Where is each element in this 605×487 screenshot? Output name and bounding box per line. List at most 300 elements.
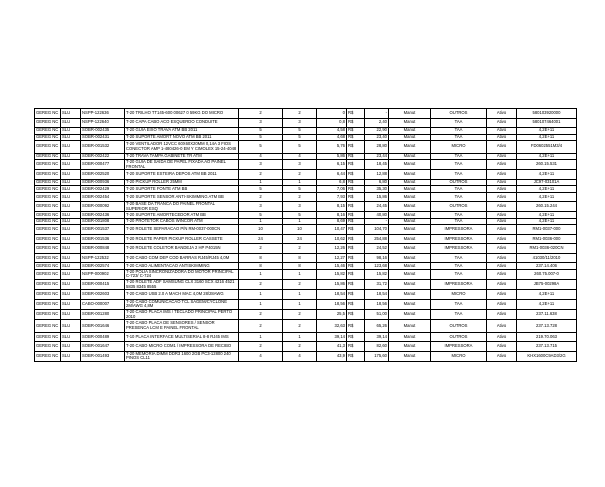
cell-type: Manut	[389, 244, 431, 254]
cell-description: T-20 ROLETE SEPARACAO P/N RM-0037-000CN	[125, 225, 239, 235]
cell-currency: R$	[347, 153, 365, 160]
cell-type: Manut	[389, 225, 431, 235]
cell-qty: 1	[239, 179, 283, 186]
cell-unit-price: 6,8	[317, 179, 347, 186]
cell-part-number: 260.15.244	[517, 202, 577, 212]
cell-total: 51,00	[365, 309, 389, 319]
cell-description: T-20 CABO USB 2.0 A MACH MAC 4,0M 28/28AWG	[125, 290, 239, 300]
cell-description: T-20 CABO ALIMENTACAO ANTISKIMMING	[125, 263, 239, 270]
cell-description: T-20 CABO COMUNICACAO TCL SAGEM/CYCLONE 2M/AWG 4,8M	[125, 299, 239, 309]
cell-status: Ativo	[487, 160, 517, 170]
cell-type: Manut	[389, 186, 431, 193]
cell-description: T-20 SUPORTE AMORTECEDOR ATM BB	[125, 212, 239, 219]
cell-currency: R$	[347, 202, 365, 212]
cell-qty2: 1	[283, 179, 317, 186]
cell-category: MICRO	[431, 141, 487, 154]
cell-status: Ativo	[487, 109, 517, 119]
cell-gereg: GEREG NC	[35, 320, 61, 333]
cell-status: Ativo	[487, 332, 517, 342]
cell-unit-price: 10,62	[317, 234, 347, 244]
table-row	[35, 118, 577, 128]
cell-status: Ativo	[487, 290, 517, 300]
cell-part-number: 4,2E+11	[517, 299, 577, 309]
cell-qty2: 1	[283, 269, 317, 279]
cell-unit-price: 25,5	[317, 309, 347, 319]
cell-qty2: 10	[283, 225, 317, 235]
cell-total: 18,45	[365, 160, 389, 170]
cell-total: 82,60	[365, 342, 389, 352]
cell-qty2: 5	[283, 128, 317, 135]
cell-qty2: 3	[283, 160, 317, 170]
cell-part-number: RM1-0036-000	[517, 234, 577, 244]
cell-category: TAA	[431, 118, 487, 128]
cell-gereg: GEREG NC	[35, 253, 61, 263]
table-row	[35, 269, 577, 279]
cell-status: Ativo	[487, 134, 517, 141]
table-row	[35, 320, 577, 333]
cell-status: Ativo	[487, 269, 517, 279]
cell-part-number: JB75-00298A	[517, 280, 577, 290]
cell-unit-price: 39,14	[317, 332, 347, 342]
cell-qty2: 1	[283, 218, 317, 225]
cell-category: OUTROS	[431, 320, 487, 333]
cell-gereg: GEREG NC	[35, 290, 61, 300]
cell-part-number: 260.75.007-0	[517, 269, 577, 279]
cell-part-number: 4,2E+11	[517, 290, 577, 300]
cell-gereg: GEREG NC	[35, 332, 61, 342]
cell-type: Manut	[389, 141, 431, 154]
cell-qty: 5	[239, 134, 283, 141]
cell-currency: R$	[347, 212, 365, 219]
table-row	[35, 244, 577, 254]
cell-description: T-20 ROLETE COLETOR BANDEJA 2 HP P4015N	[125, 244, 239, 254]
cell-qty: 3	[239, 118, 283, 128]
cell-description: T-20 SUPORTE ESTEIRA DEPOS ATM BB 2011	[125, 170, 239, 180]
cell-category: OUTROS	[431, 179, 487, 186]
cell-type: Manut	[389, 263, 431, 270]
cell-description: T-20 SUPORTE AMORT NOVO ATM BB 2011	[125, 134, 239, 141]
cell-category: TAA	[431, 153, 487, 160]
cell-currency: R$	[347, 280, 365, 290]
cell-gereg: GEREG NC	[35, 342, 61, 352]
cell-qty: 2	[239, 342, 283, 352]
cell-gereg: GEREG NC	[35, 244, 61, 254]
cell-slu: SLU	[61, 244, 81, 254]
cell-category: TAA	[431, 186, 487, 193]
cell-part-number: 4,2E+11	[517, 128, 577, 135]
cell-gereg: GEREG NC	[35, 299, 61, 309]
cell-category: OUTROS	[431, 202, 487, 212]
cell-type: Manut	[389, 128, 431, 135]
cell-gereg: GEREG NC	[35, 263, 61, 270]
table-row	[35, 332, 577, 342]
cell-qty: 5	[239, 141, 283, 154]
cell-status: Ativo	[487, 342, 517, 352]
cell-currency: R$	[347, 263, 365, 270]
cell-status: Ativo	[487, 153, 517, 160]
cell-part-number: 4,2E+11	[517, 153, 577, 160]
cell-unit-price: 8,16	[317, 212, 347, 219]
cell-slu: SLU	[61, 290, 81, 300]
cell-gereg: GEREG NC	[35, 351, 61, 361]
cell-qty: 4	[239, 351, 283, 361]
cell-qty2: 3	[283, 202, 317, 212]
cell-gereg: GEREG NC	[35, 118, 61, 128]
cell-description: T-20 BASE DA TRANCA DO PAINEL FRONTAL SUPERIOR ESQ	[125, 202, 239, 212]
cell-qty2: 1	[283, 299, 317, 309]
cell-qty2: 2	[283, 244, 317, 254]
cell-qty: 2	[239, 320, 283, 333]
cell-total: 31,72	[365, 280, 389, 290]
cell-part-number: 4,2E+11	[517, 186, 577, 193]
cell-status: Ativo	[487, 170, 517, 180]
cell-status: Ativo	[487, 244, 517, 254]
cell-part-number: 237.13.715	[517, 342, 577, 352]
cell-gereg: GEREG NC	[35, 225, 61, 235]
cell-gereg: GEREG NC	[35, 202, 61, 212]
cell-currency: R$	[347, 170, 365, 180]
cell-code: NSPP-122532	[81, 253, 125, 263]
cell-category: OUTROS	[431, 332, 487, 342]
cell-slu: SLU	[61, 160, 81, 170]
cell-unit-price: 0	[317, 109, 347, 119]
cell-part-number: JC97-03101A	[517, 179, 577, 186]
cell-qty2: 2	[283, 309, 317, 319]
cell-qty: 2	[239, 309, 283, 319]
cell-qty2: 3	[283, 118, 317, 128]
table-row	[35, 299, 577, 309]
cell-type: Manut	[389, 153, 431, 160]
cell-qty2: 4	[283, 153, 317, 160]
cell-slu: SLU	[61, 179, 81, 186]
cell-part-number: 4,2E+11	[517, 134, 577, 141]
cell-currency: R$	[347, 342, 365, 352]
cell-qty: 2	[239, 109, 283, 119]
table-row	[35, 160, 577, 170]
cell-currency: R$	[347, 320, 365, 333]
cell-total: 15,82	[365, 269, 389, 279]
cell-code: SOBR-002520	[81, 170, 125, 180]
cell-part-number: 219.70.063	[517, 332, 577, 342]
cell-gereg: GEREG NC	[35, 153, 61, 160]
table-row	[35, 109, 577, 119]
cell-part-number: 580103920000	[517, 109, 577, 119]
cell-description: T-20 GUIA EIXO TRAVA ATM BB 2011	[125, 128, 239, 135]
cell-status: Ativo	[487, 128, 517, 135]
cell-type: Manut	[389, 320, 431, 333]
cell-type: Manut	[389, 170, 431, 180]
cell-code: SOBR-002574	[81, 263, 125, 270]
cell-currency: R$	[347, 179, 365, 186]
cell-unit-price: 5,86	[317, 153, 347, 160]
cell-part-number: 4,2E+11	[517, 170, 577, 180]
cell-type: Manut	[389, 202, 431, 212]
cell-type: Manut	[389, 134, 431, 141]
cell-currency: R$	[347, 244, 365, 254]
cell-total: 24,52	[365, 244, 389, 254]
cell-part-number: 237.13.728	[517, 320, 577, 333]
cell-status: Ativo	[487, 234, 517, 244]
cell-qty: 5	[239, 186, 283, 193]
cell-unit-price: 7,06	[317, 186, 347, 193]
cell-total: 12,88	[365, 170, 389, 180]
cell-code: SOBR-001280	[81, 309, 125, 319]
cell-currency: R$	[347, 290, 365, 300]
cell-unit-price: 5,76	[317, 141, 347, 154]
cell-category: TAA	[431, 309, 487, 319]
cell-slu: SLU	[61, 218, 81, 225]
cell-unit-price: 18,56	[317, 299, 347, 309]
cell-slu: SLU	[61, 332, 81, 342]
cell-currency: R$	[347, 299, 365, 309]
cell-type: Manut	[389, 160, 431, 170]
cell-currency: R$	[347, 160, 365, 170]
cell-code: SOBR-001808	[81, 218, 125, 225]
cell-gereg: GEREG NC	[35, 234, 61, 244]
cell-slu: SLU	[61, 170, 81, 180]
cell-slu: SLU	[61, 351, 81, 361]
cell-qty: 5	[239, 128, 283, 135]
cell-part-number: 41030/11/2010	[517, 253, 577, 263]
cell-category: IMPRESSORA	[431, 280, 487, 290]
cell-code: SOBR-002436	[81, 212, 125, 219]
cell-status: Ativo	[487, 320, 517, 333]
cell-gereg: GEREG NC	[35, 160, 61, 170]
cell-code: NSPP-122636	[81, 109, 125, 119]
cell-type: Manut	[389, 118, 431, 128]
cell-qty2: 1	[283, 332, 317, 342]
cell-part-number: FD0602551M3/4	[517, 141, 577, 154]
cell-type: Manut	[389, 192, 431, 202]
cell-type: Manut	[389, 179, 431, 186]
cell-category: TAA	[431, 134, 487, 141]
spreadsheet	[34, 108, 576, 362]
cell-slu: SLU	[61, 134, 81, 141]
cell-type: Manut	[389, 332, 431, 342]
cell-gereg: GEREG NC	[35, 109, 61, 119]
cell-category: TAA	[431, 212, 487, 219]
cell-gereg: GEREG NC	[35, 192, 61, 202]
cell-type: Manut	[389, 280, 431, 290]
cell-unit-price: 10,47	[317, 225, 347, 235]
cell-gereg: GEREG NC	[35, 218, 61, 225]
cell-description: T-20 CABO MICRO COM1 / IMPRESSORA DE RECIBO	[125, 342, 239, 352]
cell-qty: 24	[239, 234, 283, 244]
cell-total: -	[365, 109, 389, 119]
cell-code: CABO-000007	[81, 299, 125, 309]
cell-qty: 1	[239, 299, 283, 309]
cell-qty2: 5	[283, 141, 317, 154]
cell-code: SOBR-002435	[81, 128, 125, 135]
cell-code: SOBR-001532	[81, 141, 125, 154]
cell-category: IMPRESSORA	[431, 225, 487, 235]
cell-part-number: 237.14.406	[517, 263, 577, 270]
cell-description: T-20 SUPORTE FONTE ATM BB	[125, 186, 239, 193]
cell-qty: 8	[239, 263, 283, 270]
cell-unit-price: 6,44	[317, 170, 347, 180]
cell-qty2: 2	[283, 320, 317, 333]
table-row	[35, 290, 577, 300]
cell-qty: 1	[239, 218, 283, 225]
cell-currency: R$	[347, 218, 365, 225]
cell-qty: 2	[239, 170, 283, 180]
cell-code: SOBR-002429	[81, 186, 125, 193]
cell-code: SOBR-002603	[81, 290, 125, 300]
cell-currency: R$	[347, 109, 365, 119]
cell-category: IMPRESSORA	[431, 342, 487, 352]
cell-category: TAA	[431, 128, 487, 135]
cell-gereg: GEREG NC	[35, 179, 61, 186]
cell-description: T-20 CABO COM DEP COD BARRAS RJ45/RJ45 4,0M	[125, 253, 239, 263]
cell-slu: SLU	[61, 212, 81, 219]
cell-slu: SLU	[61, 299, 81, 309]
cell-code: SOBR-001647	[81, 342, 125, 352]
cell-qty2: 2	[283, 342, 317, 352]
cell-qty2: 2	[283, 280, 317, 290]
cell-code: SOBR-001493	[81, 351, 125, 361]
cell-category: TAA	[431, 170, 487, 180]
cell-type: Manut	[389, 290, 431, 300]
cell-total: 23,40	[365, 134, 389, 141]
cell-description: T-20 TRILHO TT145-600 00627 0 59KG DO MICRO	[125, 109, 239, 119]
cell-status: Ativo	[487, 299, 517, 309]
cell-total: 175,60	[365, 351, 389, 361]
cell-category: MICRO	[431, 290, 487, 300]
cell-description: T-20 ROLETE ADF SAMSUNG CLX 3160 SCX 4216 4521 5835 8345 8555	[125, 280, 239, 290]
cell-description: T-20 ROLETE PAPER PICKUP ROLLER CASSETE	[125, 234, 239, 244]
cell-currency: R$	[347, 134, 365, 141]
cell-total: 98,16	[365, 253, 389, 263]
cell-unit-price: 15,46	[317, 263, 347, 270]
cell-currency: R$	[347, 225, 365, 235]
cell-part-number: 4,2E+11	[517, 212, 577, 219]
cell-qty: 1	[239, 332, 283, 342]
cell-code: SOBR-001646	[81, 320, 125, 333]
cell-part-number: KHX1600C9AD3/2G	[517, 351, 577, 361]
cell-code: NSPP-000902	[81, 269, 125, 279]
table-row	[35, 280, 577, 290]
cell-description: T-20 SUPORTE SENSOR ANTI-SKIMMING ATM BB	[125, 192, 239, 202]
cell-unit-price: 4,68	[317, 134, 347, 141]
cell-total: 23,44	[365, 153, 389, 160]
cell-qty2: 8	[283, 263, 317, 270]
cell-qty: 3	[239, 160, 283, 170]
cell-slu: SLU	[61, 141, 81, 154]
cell-category: TAA	[431, 253, 487, 263]
cell-total: -	[365, 218, 389, 225]
cell-qty2: 5	[283, 186, 317, 193]
cell-gereg: GEREG NC	[35, 212, 61, 219]
cell-category: IMPRESSORA	[431, 244, 487, 254]
cell-type: Manut	[389, 218, 431, 225]
cell-qty: 2	[239, 280, 283, 290]
cell-qty: 5	[239, 212, 283, 219]
cell-slu: SLU	[61, 192, 81, 202]
cell-unit-price: 12,27	[317, 253, 347, 263]
cell-code: NSPP-122640	[81, 118, 125, 128]
cell-description: T-20 PICKUP ROLLER 25MM	[125, 179, 239, 186]
cell-unit-price: 12,26	[317, 244, 347, 254]
cell-qty2: 2	[283, 170, 317, 180]
cell-currency: R$	[347, 351, 365, 361]
cell-slu: SLU	[61, 109, 81, 119]
cell-unit-price: 15,82	[317, 269, 347, 279]
cell-status: Ativo	[487, 351, 517, 361]
cell-unit-price: 41,3	[317, 342, 347, 352]
cell-unit-price: 4,58	[317, 128, 347, 135]
cell-slu: SLU	[61, 128, 81, 135]
cell-type: Manut	[389, 299, 431, 309]
cell-unit-price: 15,86	[317, 280, 347, 290]
table-row	[35, 342, 577, 352]
cell-status: Ativo	[487, 253, 517, 263]
cell-category: TAA	[431, 269, 487, 279]
inventory-table	[34, 108, 577, 362]
cell-total: 28,80	[365, 141, 389, 154]
cell-slu: SLU	[61, 263, 81, 270]
cell-status: Ativo	[487, 118, 517, 128]
cell-slu: SLU	[61, 309, 81, 319]
cell-qty: 1	[239, 269, 283, 279]
cell-part-number: RM1-0036-020CN	[517, 244, 577, 254]
cell-unit-price: 0,8	[317, 118, 347, 128]
cell-status: Ativo	[487, 212, 517, 219]
table-row	[35, 170, 577, 180]
cell-type: Manut	[389, 253, 431, 263]
table-row	[35, 351, 577, 361]
cell-part-number: 260.15.531	[517, 160, 577, 170]
cell-qty: 8	[239, 253, 283, 263]
cell-qty: 1	[239, 290, 283, 300]
cell-total: 6,80	[365, 179, 389, 186]
cell-gereg: GEREG NC	[35, 141, 61, 154]
cell-gereg: GEREG NC	[35, 186, 61, 193]
table-row	[35, 309, 577, 319]
cell-gereg: GEREG NC	[35, 170, 61, 180]
cell-status: Ativo	[487, 225, 517, 235]
cell-gereg: GEREG NC	[35, 269, 61, 279]
cell-slu: SLU	[61, 280, 81, 290]
cell-currency: R$	[347, 234, 365, 244]
cell-gereg: GEREG NC	[35, 128, 61, 135]
cell-code: SOBR-000489	[81, 332, 125, 342]
cell-type: Manut	[389, 269, 431, 279]
cell-code: SOBR-000092	[81, 202, 125, 212]
cell-gereg: GEREG NC	[35, 280, 61, 290]
cell-status: Ativo	[487, 192, 517, 202]
cell-description: T-20 POLIA SINCRONIZADORA DO MOTOR PRINCIPAL C-723/ C-724	[125, 269, 239, 279]
cell-category: IMPRESSORA	[431, 234, 487, 244]
cell-qty2: 24	[283, 234, 317, 244]
cell-total: 104,70	[365, 225, 389, 235]
cell-total: 254,88	[365, 234, 389, 244]
cell-qty2: 2	[283, 109, 317, 119]
cell-total: 24,45	[365, 202, 389, 212]
cell-status: Ativo	[487, 179, 517, 186]
cell-total: 65,26	[365, 320, 389, 333]
cell-qty2: 5	[283, 212, 317, 219]
cell-currency: R$	[347, 332, 365, 342]
cell-total: 40,80	[365, 212, 389, 219]
cell-gereg: GEREG NC	[35, 309, 61, 319]
cell-total: 2,40	[365, 118, 389, 128]
cell-type: Manut	[389, 351, 431, 361]
cell-category: TAA	[431, 299, 487, 309]
cell-currency: R$	[347, 192, 365, 202]
cell-code: SOBR-001537	[81, 225, 125, 235]
cell-code: SOBR-000936	[81, 179, 125, 186]
cell-currency: R$	[347, 186, 365, 193]
